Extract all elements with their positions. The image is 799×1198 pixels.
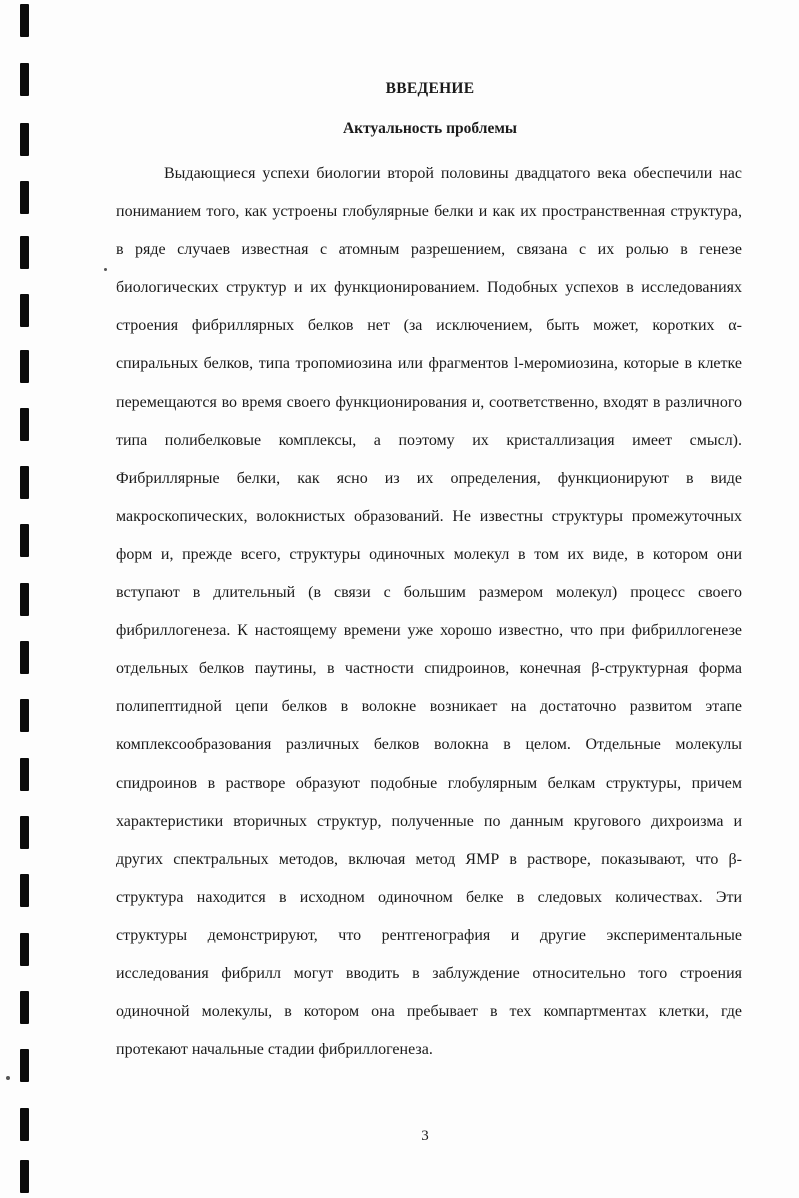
section-title: ВВЕДЕНИЕ [385, 80, 475, 97]
paragraph-line: комплексообразования различных белков волокна в целом. Отдельные молекулы [116, 736, 742, 754]
paragraph-line: типа полибелковые комплексы, а поэтому их кристаллизация имеет смысл). [116, 431, 742, 449]
binding-mark [20, 699, 29, 732]
paragraph-line: пониманием того, как устроены глобулярные белки и как их пространственная структура, [116, 203, 742, 221]
paragraph-line: исследования фибрилл могут вводить в заблуждение относительно того строения [116, 964, 742, 982]
paragraph-line: Фибриллярные белки, как ясно из их определения, функционируют в виде [116, 469, 742, 487]
binding-mark [20, 874, 29, 907]
binding-mark [20, 816, 29, 849]
paragraph-line: одиночной молекулы, в котором она пребывает в тех компартментах клетки, где [116, 1003, 742, 1021]
binding-mark [20, 4, 29, 37]
paragraph-line: вступают в длительный (в связи с большим размером молекул) процесс своего [116, 584, 742, 602]
paragraph-line: форм и, прежде всего, структуры одиночных молекул в том их виде, в котором они [116, 545, 742, 563]
paragraph-line: Выдающиеся успехи биологии второй половины двадцатого века обеспечили нас [164, 165, 742, 182]
binding-mark [20, 181, 29, 214]
scan-speck [6, 1076, 10, 1080]
paragraph-line: перемещаются во время своего функционирования и, соответственно, входят в различного [116, 393, 742, 411]
page-number: 3 [421, 1128, 429, 1144]
paragraph-line: характеристики вторичных структур, полученные по данным кругового дихроизма и [116, 812, 742, 830]
binding-mark [20, 466, 29, 499]
paragraph-line: спиральных белков, типа тропомиозина или фрагментов l-меромиозина, которые в клетке [116, 355, 742, 373]
paragraph-line: отдельных белков паутины, в частности спидроинов, конечная β-структурная форма [116, 660, 742, 678]
binding-mark [20, 933, 29, 966]
paragraph-line: других спектральных методов, включая метод ЯМР в растворе, показывают, что β- [116, 850, 742, 868]
paragraph-line: протекают начальные стадии фибриллогенеза. [116, 1041, 433, 1059]
paragraph-line: структура находится в исходном одиночном белке в следовых количествах. Эти [116, 888, 742, 906]
binding-mark [20, 1049, 29, 1082]
binding-mark [20, 758, 29, 791]
binding-mark [20, 991, 29, 1024]
binding-mark [20, 524, 29, 557]
paragraph-line: спидроинов в растворе образуют подобные глобулярным белкам структуры, причем [116, 774, 742, 792]
binding-mark [20, 1160, 29, 1193]
binding-mark [20, 350, 29, 383]
binding-mark [20, 641, 29, 674]
paragraph-line: макроскопических, волокнистых образований. Не известны структуры промежуточных [116, 507, 742, 525]
subsection-title: Актуальность проблемы [342, 120, 517, 137]
paragraph-line: структуры демонстрируют, что рентгенография и другие экспериментальные [116, 926, 742, 944]
paragraph-line: фибриллогенеза. К настоящему времени уже хорошо известно, что при фибриллогенезе [116, 622, 742, 640]
binding-mark [20, 236, 29, 269]
binding-mark [20, 408, 29, 441]
binding-mark [20, 294, 29, 327]
paragraph-line: биологических структур и их функционированием. Подобных успехов в исследованиях [116, 279, 742, 297]
binding-mark [20, 583, 29, 616]
body-paragraph [116, 155, 742, 1069]
paragraph-line: строения фибриллярных белков нет (за исключением, быть может, коротких α- [116, 317, 742, 335]
binding-marks [20, 0, 30, 1198]
scan-speck [104, 268, 107, 271]
paragraph-line: полипептидной цепи белков в волокне возникает на достаточно развитом этапе [116, 698, 742, 716]
paragraph-line: в ряде случаев известная с атомным разрешением, связана с их ролью в генезе [116, 241, 742, 259]
